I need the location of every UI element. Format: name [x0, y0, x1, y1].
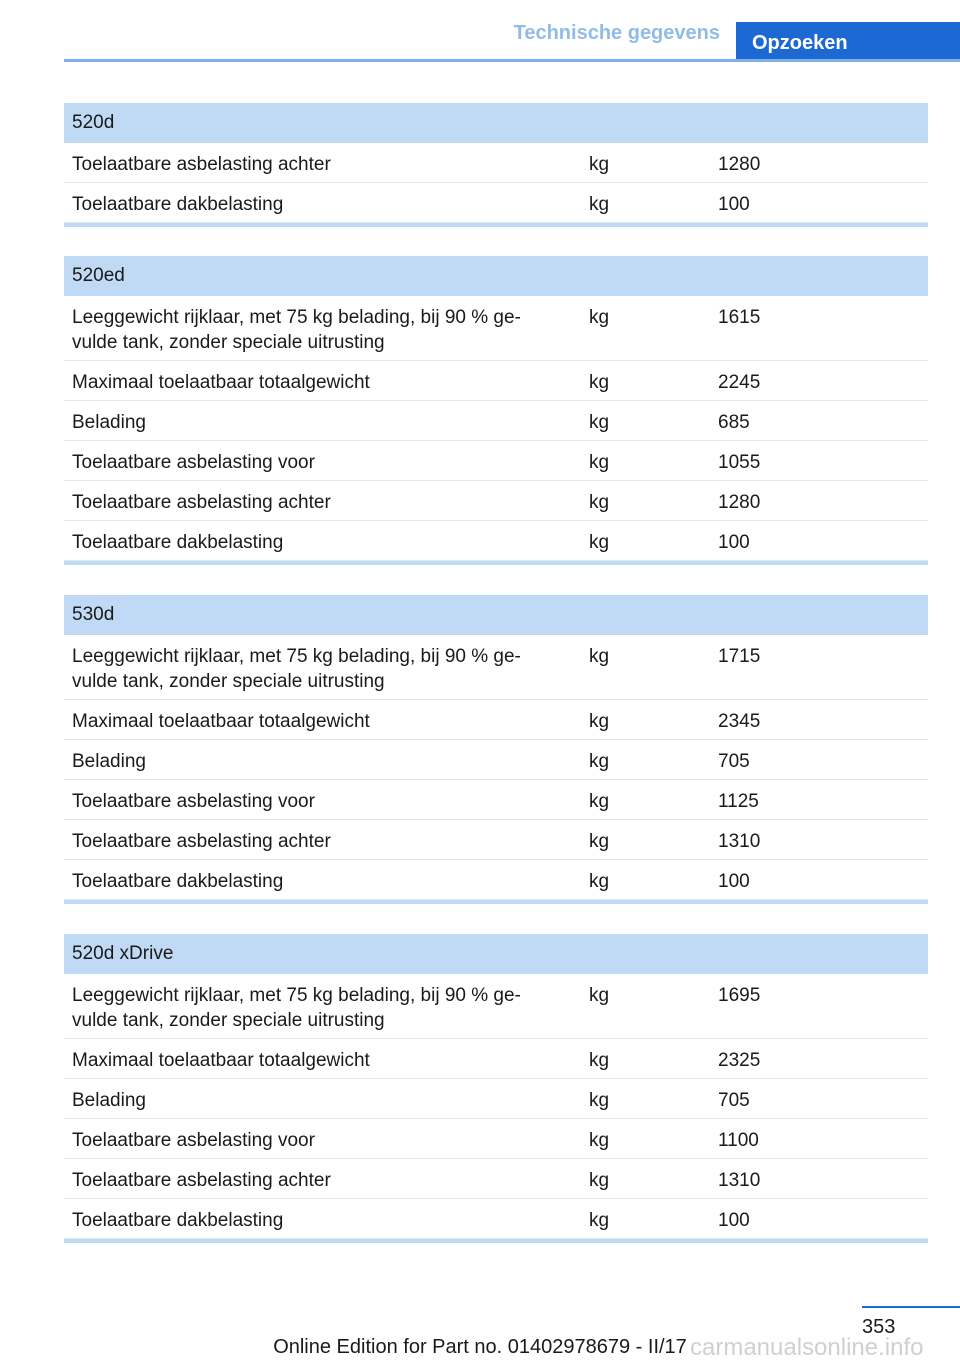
table-bottom-rule: [64, 1239, 928, 1243]
row-value: 1310: [718, 1170, 761, 1191]
table-row: [64, 820, 928, 860]
table-bottom-rule: [64, 900, 928, 904]
table-row: [64, 1079, 928, 1119]
row-label: Toelaatbare asbelasting achter: [72, 831, 331, 852]
table-title: 530d: [64, 595, 928, 635]
table-row: [64, 974, 928, 1039]
row-value: 2345: [718, 711, 761, 732]
table-row: [64, 296, 928, 361]
row-value: 1055: [718, 452, 761, 473]
row-label: Belading: [72, 412, 146, 433]
spec-table-520d-xdrive: [64, 934, 928, 1243]
row-unit: kg: [589, 412, 610, 433]
row-unit: kg: [589, 985, 610, 1006]
row-label: Toelaatbare asbelasting achter: [72, 492, 331, 513]
row-unit: kg: [589, 871, 610, 892]
row-label: Maximaal toelaatbaar totaalgewicht: [72, 711, 370, 732]
row-unit: kg: [589, 1050, 610, 1071]
row-unit: kg: [589, 791, 610, 812]
row-label: Leeggewicht rijklaar, met 75 kg belading, bij 90 % ge-vulde tank, zonder speciale uitrusting: [72, 985, 521, 1031]
table-row: [64, 860, 928, 900]
footer-edition: Online Edition for Part no. 01402978679 - II/17: [273, 1336, 687, 1358]
watermark: carmanualsonline.info: [690, 1334, 924, 1361]
section-title: Technische gegevens: [513, 22, 720, 44]
table-row: [64, 1159, 928, 1199]
page-number-rule: [862, 1306, 960, 1308]
row-value: 1615: [718, 307, 761, 328]
row-value: 100: [718, 532, 750, 553]
table-row: [64, 143, 928, 183]
table-row: [64, 1199, 928, 1239]
row-label: Belading: [72, 751, 146, 772]
row-value: 1715: [718, 646, 761, 667]
row-value: 1125: [718, 791, 759, 812]
row-label: Toelaatbare dakbelasting: [72, 532, 284, 553]
table-row: [64, 481, 928, 521]
row-value: 1695: [718, 985, 761, 1006]
row-value: 705: [718, 751, 750, 772]
table-row: [64, 635, 928, 700]
table-title: 520ed: [64, 256, 928, 296]
table-row: [64, 1039, 928, 1079]
row-value: 685: [718, 412, 750, 433]
row-label: Leeggewicht rijklaar, met 75 kg belading, bij 90 % ge-vulde tank, zonder speciale uitrusting: [72, 307, 521, 353]
row-value: 705: [718, 1090, 750, 1111]
row-value: 1280: [718, 154, 761, 175]
row-label: Toelaatbare dakbelasting: [72, 194, 284, 215]
row-unit: kg: [589, 751, 610, 772]
table-row: [64, 401, 928, 441]
row-unit: kg: [589, 711, 610, 732]
page-header: [0, 0, 960, 64]
row-value: 1310: [718, 831, 761, 852]
row-label: Toelaatbare dakbelasting: [72, 871, 284, 892]
row-unit: kg: [589, 646, 610, 667]
row-unit: kg: [589, 1090, 610, 1111]
row-unit: kg: [589, 1170, 610, 1191]
row-label: Toelaatbare asbelasting voor: [72, 1130, 315, 1151]
row-value: 100: [718, 871, 750, 892]
row-value: 100: [718, 1210, 750, 1231]
table-row: [64, 780, 928, 820]
row-value: 2325: [718, 1050, 761, 1071]
row-unit: kg: [589, 372, 610, 393]
row-unit: kg: [589, 452, 610, 473]
row-label: Maximaal toelaatbaar totaalgewicht: [72, 1050, 370, 1071]
row-label: Toelaatbare asbelasting achter: [72, 154, 331, 175]
table-row: [64, 361, 928, 401]
row-unit: kg: [589, 194, 610, 215]
spec-table-530d: [64, 595, 928, 904]
spec-table-520d: [64, 103, 928, 227]
row-label: Toelaatbare dakbelasting: [72, 1210, 284, 1231]
row-label: Toelaatbare asbelasting voor: [72, 452, 315, 473]
row-value: 2245: [718, 372, 761, 393]
row-label: Belading: [72, 1090, 146, 1111]
row-label: Leeggewicht rijklaar, met 75 kg belading, bij 90 % ge-vulde tank, zonder speciale uitrusting: [72, 646, 521, 692]
row-unit: kg: [589, 532, 610, 553]
table-row: [64, 1119, 928, 1159]
table-bottom-rule: [64, 561, 928, 565]
table-title: 520d xDrive: [64, 934, 928, 974]
table-row: [64, 183, 928, 223]
spec-table-520ed: [64, 256, 928, 565]
table-row: [64, 700, 928, 740]
page-number: 353: [862, 1316, 896, 1338]
row-unit: kg: [589, 1210, 610, 1231]
row-label: Toelaatbare asbelasting voor: [72, 791, 315, 812]
row-label: Toelaatbare asbelasting achter: [72, 1170, 331, 1191]
row-unit: kg: [589, 154, 610, 175]
row-label: Maximaal toelaatbaar totaalgewicht: [72, 372, 370, 393]
header-rule: [64, 59, 960, 62]
table-row: [64, 740, 928, 780]
table-row: [64, 521, 928, 561]
row-unit: kg: [589, 1130, 610, 1151]
row-unit: kg: [589, 307, 610, 328]
row-value: 1100: [718, 1130, 759, 1151]
row-unit: kg: [589, 831, 610, 852]
row-value: 100: [718, 194, 750, 215]
table-bottom-rule: [64, 223, 928, 227]
row-unit: kg: [589, 492, 610, 513]
table-row: [64, 441, 928, 481]
tab-opzoeken[interactable]: Opzoeken: [736, 22, 960, 62]
table-title: 520d: [64, 103, 928, 143]
row-value: 1280: [718, 492, 761, 513]
